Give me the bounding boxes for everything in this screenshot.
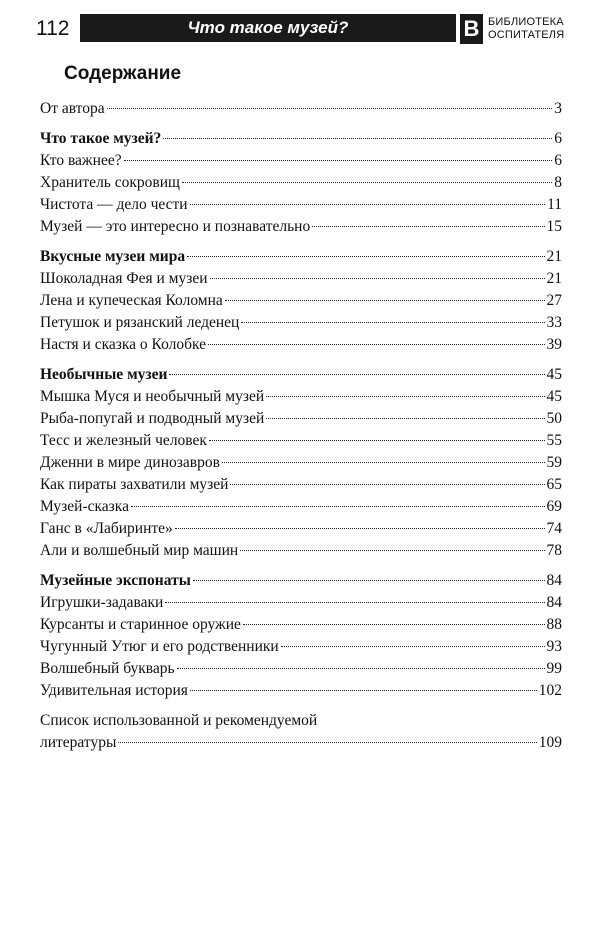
toc-entry-title: Волшебный букварь [40,660,175,677]
toc-entry[interactable] [40,216,562,238]
contents-heading: Содержание [64,63,182,84]
toc-entry-title: литературы [40,734,117,751]
toc-entry[interactable] [40,636,562,658]
toc-entry-page: 33 [546,314,562,331]
dot-leader [169,374,544,375]
toc-entry-page: 11 [547,196,562,213]
toc-entry-page: 99 [546,660,562,677]
toc-entry[interactable] [40,680,562,702]
toc-entry[interactable] [40,452,562,474]
toc-entry-title: Музей-сказка [40,498,129,515]
dot-leader [165,602,544,603]
toc-entry-page: 109 [538,734,562,751]
dot-leader [177,668,545,669]
toc-entry[interactable] [40,290,562,312]
toc-section[interactable] [40,246,562,268]
dot-leader [210,278,545,279]
toc-entry[interactable] [40,474,562,496]
toc-entry-title: Как пираты захватили музей [40,476,229,493]
toc-entry-title: Чистота — дело чести [40,196,188,213]
toc-entry-title: Чугунный Утюг и его родственники [40,638,279,655]
toc-entry-title: Мышка Муся и необычный музей [40,388,265,405]
dot-leader [230,484,544,485]
dot-leader [266,396,544,397]
dot-leader [209,440,545,441]
toc-entry-page: 78 [546,542,562,559]
toc-entry-page: 6 [554,130,562,147]
toc-entry[interactable] [40,408,562,430]
page-number: 112 [36,17,70,40]
toc-entry[interactable] [40,518,562,540]
toc-entry-page: 21 [546,248,562,265]
toc-entry-title: От автора [40,100,105,117]
toc-entry-title: Али и волшебный мир машин [40,542,239,559]
toc-entry-title: Тесс и железный человек [40,432,207,449]
toc-entry[interactable] [40,658,562,680]
table-of-contents [40,98,562,754]
toc-entry-page: 39 [546,336,562,353]
toc-entry-title: Кто важнее? [40,152,122,169]
toc-entry[interactable] [40,150,562,172]
toc-entry[interactable] [40,496,562,518]
toc-section-title: Музейные экспонаты [40,572,191,589]
toc-references-entry[interactable] [40,732,562,754]
toc-entry-title: Лена и купеческая Коломна [40,292,223,309]
toc-entry[interactable] [40,268,562,290]
toc-entry-page: 59 [546,454,562,471]
toc-entry-page: 74 [546,520,562,537]
toc-entry-page: 21 [546,270,562,287]
dot-leader [281,646,545,647]
dot-leader [175,528,545,529]
toc-entry-title: Рыба-попугай и подводный музей [40,410,265,427]
toc-entry-title: Шоколадная Фея и музеи [40,270,208,287]
dot-leader [131,506,545,507]
toc-entry-title: Настя и сказка о Колобке [40,336,207,353]
toc-entry-title: Музей — это интересно и познавательно [40,218,311,235]
dot-leader [240,550,544,551]
toc-entry-page: 93 [546,638,562,655]
toc-entry[interactable] [40,194,562,216]
toc-entry[interactable] [40,540,562,562]
logo-line-2: ОСПИТАТЕЛЯ [488,29,565,41]
toc-entry-page: 69 [546,498,562,515]
toc-entry-page: 55 [546,432,562,449]
toc-entry-title: Хранитель сокровищ [40,174,180,191]
references-title-line: Список использованной и рекомендуемой [40,712,318,729]
dot-leader [312,226,544,227]
dot-leader [225,300,545,301]
dot-leader [190,204,545,205]
dot-leader [190,690,537,691]
logo-badge: В [460,14,483,44]
toc-entry-page: 6 [554,152,562,169]
toc-entry-title: Курсанты и старинное оружие [40,616,241,633]
dot-leader [241,322,544,323]
toc-entry-title: Удивительная история [40,682,188,699]
toc-entry-page: 8 [554,174,562,191]
toc-entry-page: 50 [546,410,562,427]
series-logo [460,14,565,44]
toc-entry-page: 65 [546,476,562,493]
toc-entry[interactable] [40,430,562,452]
running-title: Что такое музей? [80,14,456,42]
toc-entry-title: Игрушки-задаваки [40,594,164,611]
toc-entry[interactable] [40,334,562,356]
toc-entry[interactable] [40,98,562,120]
toc-entry-page: 88 [546,616,562,633]
toc-entry-page: 3 [554,100,562,117]
toc-section-title: Что такое музей? [40,130,162,147]
toc-entry-title: Ганс в «Лабиринте» [40,520,173,537]
toc-entry-page: 45 [546,366,562,383]
toc-section[interactable] [40,128,562,150]
toc-entry[interactable] [40,592,562,614]
dot-leader [243,624,545,625]
toc-entry-title: Петушок и рязанский леденец [40,314,240,331]
dot-leader [163,138,552,139]
toc-entry[interactable] [40,386,562,408]
toc-entry-page: 45 [546,388,562,405]
dot-leader [193,580,545,581]
dot-leader [182,182,552,183]
toc-entry[interactable] [40,172,562,194]
dot-leader [266,418,544,419]
page-header [36,14,565,46]
toc-entry[interactable] [40,312,562,334]
toc-entry-page: 84 [546,572,562,589]
dot-leader [124,160,553,161]
dot-leader [187,256,544,257]
toc-section[interactable] [40,570,562,592]
dot-leader [222,462,545,463]
toc-section[interactable] [40,364,562,386]
dot-leader [107,108,553,109]
toc-section-title: Необычные музеи [40,366,168,383]
toc-entry-page: 27 [546,292,562,309]
dot-leader [208,344,544,345]
logo-line-1: БИБЛИОТЕКА [488,16,564,28]
toc-section-title: Вкусные музеи мира [40,248,186,265]
toc-entry-page: 84 [546,594,562,611]
dot-leader [118,742,536,743]
toc-entry-title: Дженни в мире динозавров [40,454,220,471]
toc-entry[interactable] [40,614,562,636]
toc-entry-page: 15 [546,218,562,235]
toc-entry-page: 102 [538,682,562,699]
